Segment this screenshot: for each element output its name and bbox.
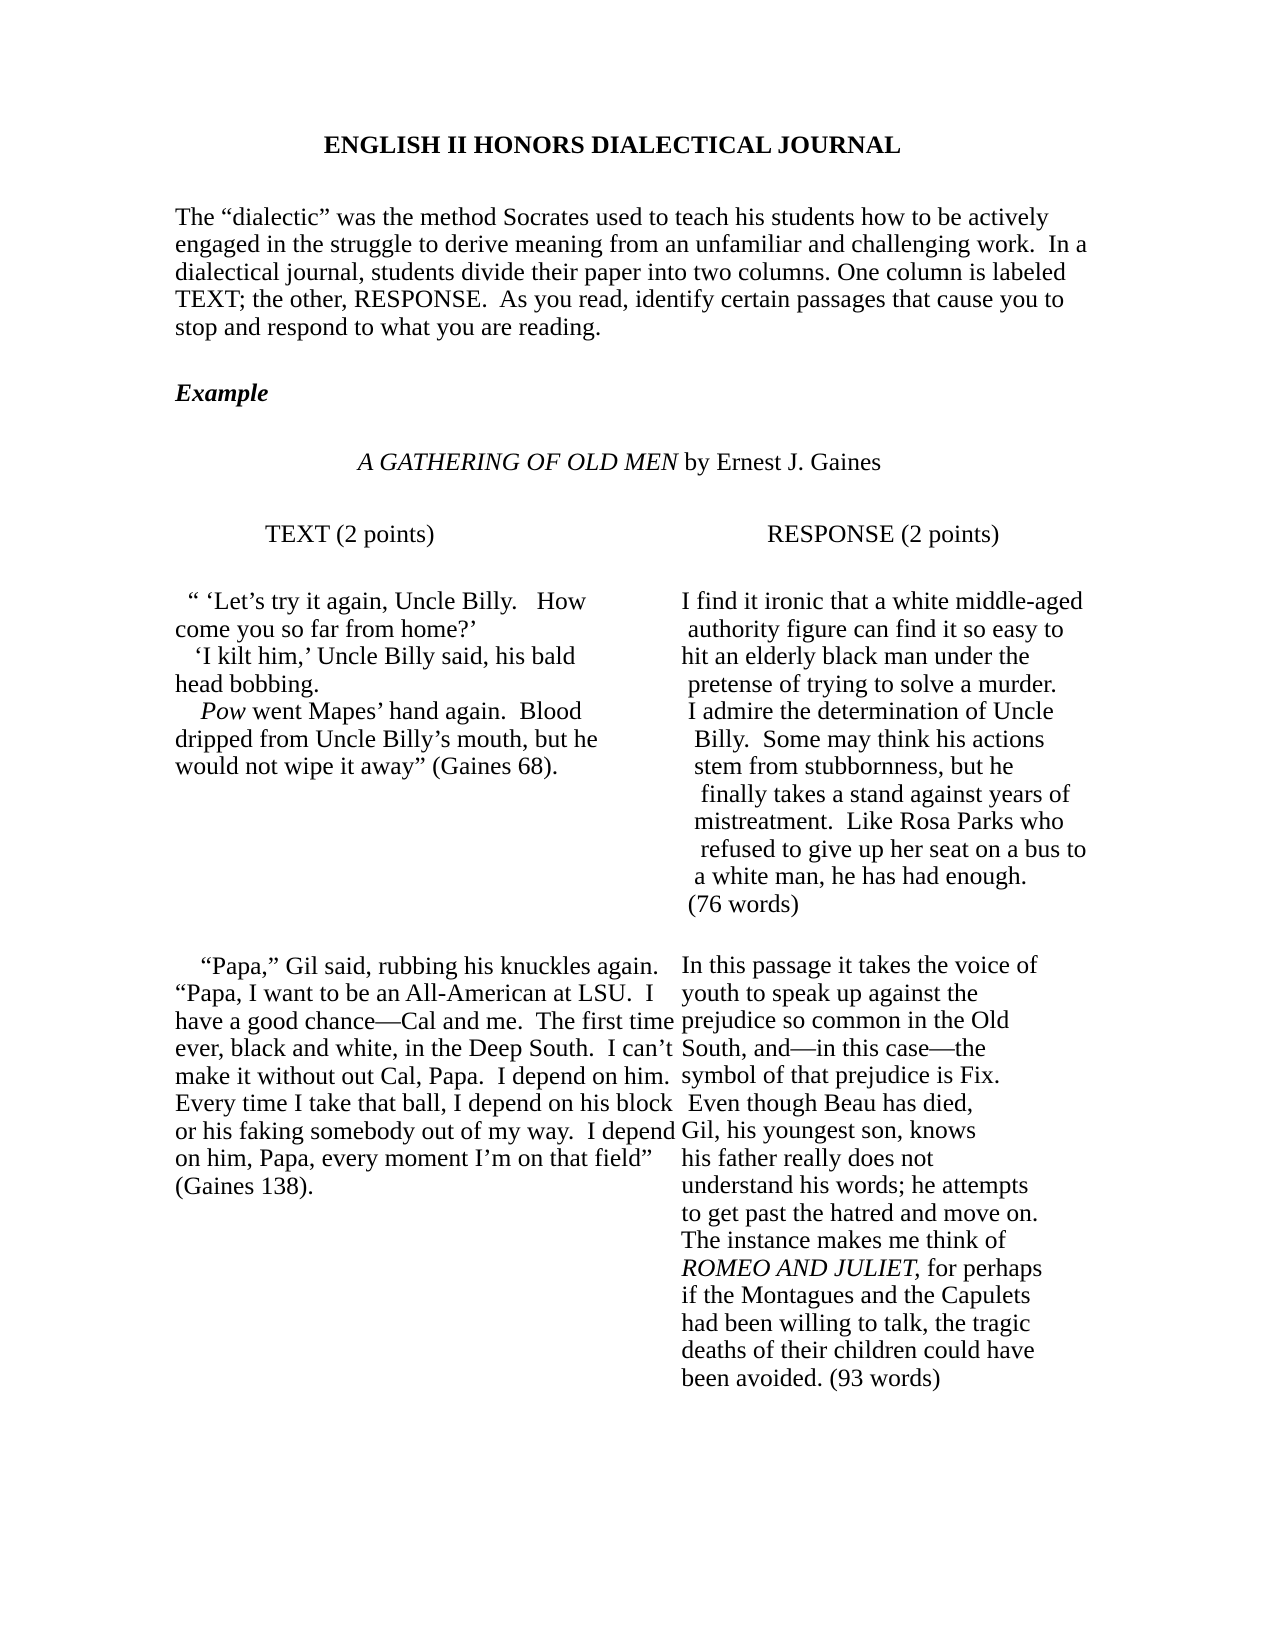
- response-passage-line: [675, 1281, 1050, 1309]
- response-passage-line: [675, 1309, 1050, 1337]
- text-passage-line-pre: [175, 696, 201, 725]
- document-content: [175, 130, 1088, 1392]
- response-passage-line-pre: refused to give up her seat on a bus to: [675, 833, 1087, 863]
- text-passage: [175, 950, 676, 1200]
- response-passage-line-pre: had been willing to talk, the tragic: [675, 1307, 1031, 1337]
- response-passage-line: [675, 1336, 1050, 1364]
- text-passage-line-pre: or his faking somebody out of my way. I depend: [175, 1115, 676, 1145]
- response-passage-line-pre: (76 words): [675, 888, 799, 918]
- text-passage-line: [175, 615, 655, 643]
- text-passage-line: [175, 1172, 655, 1200]
- response-entry-gap: [675, 917, 1050, 951]
- response-passage-line-pre: In this passage it takes the voice of: [675, 950, 1038, 980]
- response-passage-line: [675, 1364, 1050, 1392]
- text-passage-line-pre: make it without out Cal, Papa. I depend on him.: [175, 1060, 671, 1090]
- response-passage-line-pre: youth to speak up against the: [675, 977, 979, 1007]
- text-passage-line: [175, 979, 655, 1007]
- response-passage-line-pre: I admire the determination of Uncle: [675, 696, 1054, 726]
- text-column: [175, 586, 676, 1200]
- response-passage-line: [675, 806, 1064, 836]
- intro-line: The “dialectic” was the method Socrates used to teach his students how to be actively: [175, 201, 1049, 231]
- text-passage-line: [175, 1005, 675, 1035]
- column-header-text: TEXT (2 points): [265, 519, 435, 549]
- response-passage-line: [675, 752, 1050, 780]
- response-passage-line-pre: his father really does not: [675, 1142, 934, 1172]
- response-passage: [675, 586, 1087, 918]
- example-heading: Example: [175, 378, 269, 408]
- text-passage-line: [175, 725, 655, 753]
- column-headers: [175, 519, 1050, 553]
- text-passage-line-pre: “Papa, I want to be an All-American at LSU. I: [175, 978, 654, 1008]
- response-passage-line: [675, 725, 1050, 753]
- response-passage-line: [675, 1061, 1050, 1089]
- text-passage-line: [175, 697, 655, 725]
- response-passage-line-pre: mistreatment. Like Rosa Parks who: [675, 806, 1064, 836]
- response-passage-line: [675, 1089, 1050, 1117]
- text-passage-line-pre: “ ‘Let’s try it again, Uncle Billy. How: [175, 586, 587, 616]
- intro-paragraph: [175, 201, 1088, 341]
- response-passage-line-pre: Even though Beau has died,: [675, 1087, 974, 1117]
- response-passage-line-pre: understand his words; he attempts: [675, 1170, 1029, 1200]
- text-passage-line: [175, 587, 655, 615]
- text-passage-line: [175, 1033, 673, 1063]
- text-passage-line: [175, 1060, 671, 1090]
- response-passage-line-pre: I find it ironic that a white middle-aged: [675, 586, 1083, 616]
- response-passage-line: [675, 642, 1050, 670]
- page-title: ENGLISH II HONORS DIALECTICAL JOURNAL: [323, 130, 902, 159]
- intro-line: stop and respond to what you are reading.: [175, 311, 602, 341]
- response-passage-line-pre: Billy. Some may think his actions: [675, 723, 1045, 753]
- text-passage-line-pre: ever, black and white, in the Deep South. I can’t: [175, 1033, 673, 1063]
- text-passage-line-pre: would not wipe it away” (Gaines 68).: [175, 751, 559, 781]
- column-header-response: RESPONSE (2 points): [767, 519, 1000, 549]
- response-passage-line-pre: prejudice so common in the Old: [675, 1005, 1010, 1035]
- intro-line: TEXT; the other, RESPONSE. As you read, identify certain passages that cause you to: [175, 284, 1065, 314]
- text-passage-line-pre: have a good chance—Cal and me. The first time: [175, 1005, 675, 1035]
- intro-line: dialectical journal, students divide their paper into two columns. One column is labeled: [175, 256, 1066, 286]
- text-passage-line-pre: come you so far from home?’: [175, 613, 478, 643]
- text-passage: [175, 587, 655, 780]
- text-passage-line-post: went Mapes’ hand again. Blood: [245, 696, 582, 726]
- book-title: A GATHERING OF OLD MEN: [357, 446, 678, 476]
- response-passage-line: [675, 1034, 1050, 1062]
- response-passage-line-pre: been avoided. (93 words): [675, 1362, 941, 1392]
- text-passage-line: [175, 1144, 655, 1172]
- text-passage-line: [175, 642, 655, 670]
- response-passage-line-pre: deaths of their children could have: [675, 1335, 1035, 1365]
- response-passage-line-pre: symbol of that prejudice is Fix.: [675, 1060, 1001, 1090]
- response-passage-line-emphasis: ROMEO AND JULIET,: [681, 1252, 921, 1282]
- response-passage-line: [675, 1226, 1050, 1254]
- response-passage-line-pre: hit an elderly black man under the: [675, 641, 1030, 671]
- response-passage-line: [675, 696, 1054, 726]
- text-passage-line-pre: ‘I kilt him,’ Uncle Billy said, his bald: [175, 641, 576, 671]
- response-passage-line-pre: Gil, his youngest son, knows: [675, 1115, 977, 1145]
- book-byline: by Ernest J. Gaines: [677, 446, 882, 476]
- response-passage: [675, 951, 1050, 1391]
- text-passage-line-pre: (Gaines 138).: [175, 1170, 314, 1200]
- text-passage-line-pre: dripped from Uncle Billy’s mouth, but he: [175, 723, 598, 753]
- response-passage-line-pre: authority figure can find it so easy to: [675, 613, 1064, 643]
- response-passage-line: [675, 1116, 1050, 1144]
- text-passage-line: [175, 752, 655, 780]
- response-passage-line-pre: if the Montagues and the Capulets: [675, 1280, 1031, 1310]
- text-passage-line: [175, 670, 655, 698]
- response-passage-line: [675, 979, 1050, 1007]
- response-passage-line-pre: stem from stubbornness, but he: [675, 751, 1014, 781]
- intro-line: engaged in the struggle to derive meaning from an unfamiliar and challenging work. In a: [175, 229, 1088, 259]
- response-passage-line: [675, 890, 1050, 918]
- response-passage-line-pre: pretense of trying to solve a murder.: [675, 668, 1057, 698]
- text-entry-gap: [175, 780, 655, 952]
- response-passage-line: [675, 1144, 1050, 1172]
- book-title-line: [175, 447, 1050, 478]
- response-passage-line: [675, 1006, 1050, 1034]
- response-passage-line-pre: South, and—in this case—the: [675, 1032, 986, 1062]
- text-passage-line: [175, 1115, 676, 1145]
- text-passage-line-pre: on him, Papa, every moment I’m on that field”: [175, 1143, 653, 1173]
- text-passage-line: [175, 1088, 673, 1118]
- response-passage-line: [675, 862, 1050, 890]
- response-passage-line-pre: finally takes a stand against years of: [675, 778, 1071, 808]
- response-passage-line: [675, 778, 1071, 808]
- response-passage-line: [675, 951, 1050, 979]
- response-passage-line-pre: to get past the hatred and move on.: [675, 1197, 1039, 1227]
- response-column: [675, 586, 1087, 1392]
- response-passage-line: [675, 668, 1057, 698]
- response-passage-line: [675, 1254, 1050, 1282]
- response-passage-line-pre: a white man, he has had enough.: [675, 861, 1027, 891]
- text-passage-line: [175, 950, 659, 980]
- text-passage-line-emphasis: Pow: [200, 696, 246, 726]
- text-passage-line-pre: head bobbing.: [175, 668, 320, 698]
- response-passage-line: [675, 613, 1064, 643]
- response-passage-line-pre: The instance makes me think of: [675, 1225, 1006, 1255]
- response-passage-line: [675, 833, 1087, 863]
- response-passage-line: [675, 1199, 1050, 1227]
- text-passage-line-pre: Every time I take that ball, I depend on his block: [175, 1088, 673, 1118]
- response-passage-line: [675, 1171, 1050, 1199]
- response-passage-line-post: for perhaps: [920, 1252, 1043, 1282]
- text-passage-line-pre: “Papa,” Gil said, rubbing his knuckles again.: [175, 950, 659, 980]
- response-passage-line: [675, 586, 1083, 616]
